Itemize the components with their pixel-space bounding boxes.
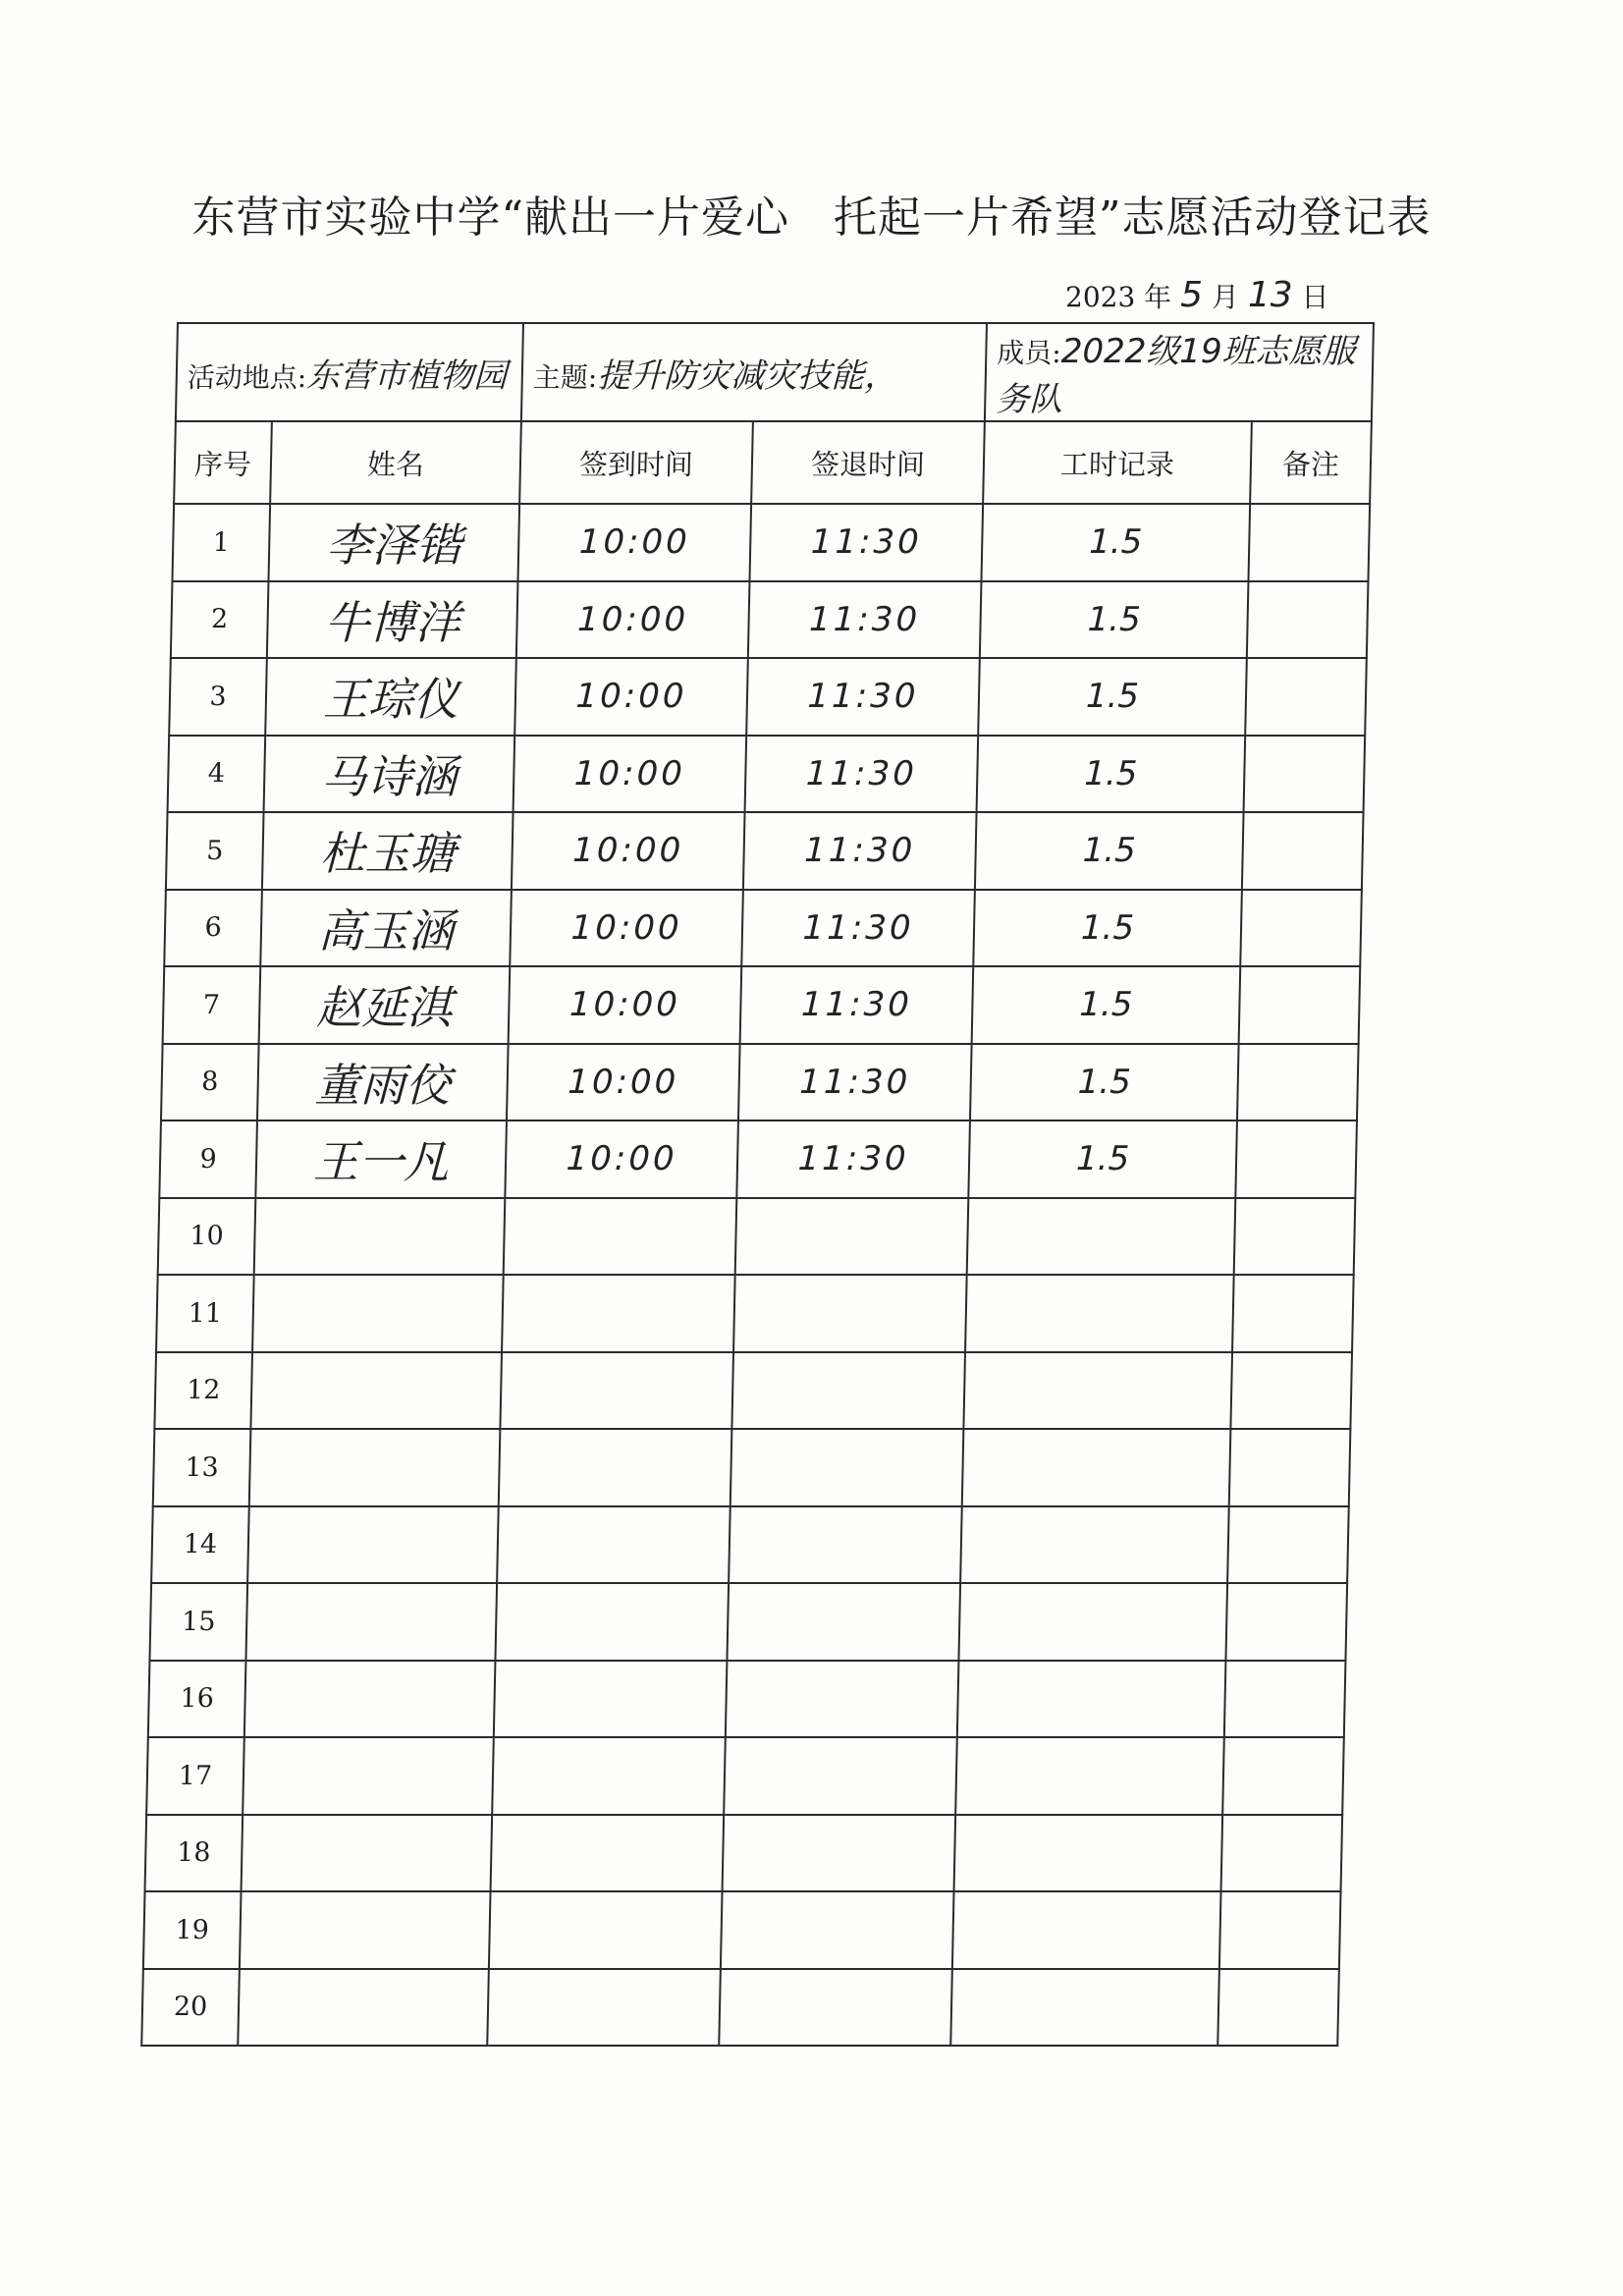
cell-name: 李泽锴	[268, 504, 519, 581]
cell-remarks	[1240, 890, 1362, 967]
cell-index: 17	[146, 1737, 244, 1815]
cell-index: 2	[171, 581, 269, 659]
cell-hours: 1.5	[970, 1044, 1239, 1121]
cell-name	[238, 1969, 489, 2047]
cell-name: 牛博洋	[267, 581, 518, 659]
cell-name	[240, 1891, 491, 1969]
registration-table	[140, 322, 1375, 2047]
cell-index: 20	[141, 1969, 240, 2047]
table-row	[171, 581, 1369, 659]
date-day-unit: 日	[1301, 281, 1329, 313]
location-value: 东营市植物园	[305, 355, 508, 396]
cell-name	[245, 1583, 497, 1661]
cell-index: 1	[172, 504, 270, 581]
cell-hours	[955, 1737, 1224, 1815]
cell-index: 11	[156, 1275, 254, 1352]
cell-sign-in	[499, 1429, 732, 1506]
table-row	[151, 1506, 1349, 1584]
table-row	[154, 1352, 1352, 1430]
table-row	[166, 812, 1364, 890]
cell-sign-out	[719, 1969, 952, 2047]
cell-sign-out: 11:30	[740, 966, 974, 1044]
cell-index: 8	[161, 1044, 259, 1121]
cell-index: 6	[164, 890, 262, 967]
cell-remarks	[1230, 1352, 1352, 1430]
cell-hours	[967, 1198, 1236, 1276]
cell-sign-out: 11:30	[736, 1121, 970, 1198]
theme-label: 主题:	[532, 360, 598, 394]
table-row	[172, 504, 1370, 581]
cell-sign-out: 11:30	[746, 658, 980, 736]
header-hours: 工时记录	[983, 421, 1252, 504]
cell-index: 10	[158, 1198, 256, 1276]
cell-hours: 1.5	[980, 581, 1249, 659]
cell-sign-in: 10:00	[516, 581, 750, 659]
cell-hours: 1.5	[981, 504, 1250, 581]
member-cell	[985, 323, 1374, 421]
cell-sign-out	[724, 1737, 957, 1815]
cell-hours	[960, 1506, 1229, 1584]
cell-remarks	[1234, 1198, 1356, 1276]
cell-name	[252, 1275, 504, 1352]
cell-index: 3	[169, 658, 267, 736]
date-year-unit: 年	[1144, 281, 1172, 313]
header-sign-out: 签退时间	[751, 421, 985, 504]
cell-hours: 1.5	[977, 736, 1246, 813]
cell-remarks	[1227, 1506, 1349, 1584]
cell-sign-out	[723, 1815, 956, 1892]
cell-hours	[957, 1661, 1226, 1738]
cell-remarks	[1232, 1275, 1354, 1352]
header-name: 姓名	[270, 421, 521, 504]
cell-name: 赵延淇	[259, 966, 511, 1044]
cell-remarks	[1239, 966, 1361, 1044]
cell-sign-in	[497, 1506, 730, 1584]
form-date	[1065, 275, 1329, 315]
cell-index: 16	[148, 1661, 246, 1738]
cell-sign-in	[487, 1969, 721, 2047]
cell-hours	[954, 1815, 1223, 1892]
cell-hours	[950, 1969, 1219, 2047]
cell-sign-in: 10:00	[505, 1121, 738, 1198]
cell-index: 18	[145, 1815, 243, 1892]
location-label: 活动地点:	[187, 360, 307, 394]
cell-name	[249, 1429, 501, 1506]
cell-hours: 1.5	[973, 890, 1242, 967]
cell-sign-out: 11:30	[738, 1044, 972, 1121]
table-row	[145, 1815, 1343, 1892]
cell-sign-in	[502, 1275, 735, 1352]
cell-hours: 1.5	[978, 658, 1247, 736]
cell-sign-in	[489, 1891, 723, 1969]
cell-index: 19	[143, 1891, 242, 1969]
cell-remarks	[1225, 1583, 1347, 1661]
cell-sign-in: 10:00	[509, 966, 742, 1044]
date-day: 13	[1247, 275, 1293, 315]
cell-name	[247, 1506, 499, 1584]
cell-sign-out	[731, 1352, 965, 1430]
registration-sheet	[140, 322, 1373, 2047]
cell-name: 马诗涵	[264, 736, 515, 813]
cell-name	[244, 1661, 496, 1738]
cell-sign-out: 11:30	[745, 736, 979, 813]
cell-sign-out	[729, 1506, 962, 1584]
table-row	[149, 1583, 1347, 1661]
table-row	[156, 1275, 1354, 1352]
cell-sign-out	[721, 1891, 954, 1969]
cell-remarks	[1224, 1661, 1346, 1738]
cell-remarks	[1245, 658, 1367, 736]
cell-sign-out	[735, 1198, 969, 1276]
table-row	[153, 1429, 1351, 1506]
cell-index: 5	[166, 812, 264, 890]
cell-sign-in: 10:00	[510, 890, 743, 967]
cell-sign-in	[492, 1737, 726, 1815]
cell-sign-in	[495, 1583, 729, 1661]
cell-name	[250, 1352, 502, 1430]
cell-sign-out: 11:30	[748, 581, 982, 659]
header-remarks: 备注	[1250, 421, 1372, 504]
table-row	[164, 890, 1362, 967]
cell-hours	[965, 1275, 1234, 1352]
cell-index: 15	[149, 1583, 247, 1661]
cell-sign-in: 10:00	[514, 736, 747, 813]
header-sign-in: 签到时间	[519, 421, 753, 504]
form-title: 东营市实验中学“献出一片爱心 托起一片希望”志愿活动登记表	[191, 192, 1432, 243]
cell-index: 9	[159, 1121, 257, 1198]
cell-sign-in	[500, 1352, 733, 1430]
cell-sign-out: 11:30	[749, 504, 983, 581]
cell-sign-out: 11:30	[743, 812, 977, 890]
cell-remarks	[1247, 581, 1369, 659]
cell-hours	[952, 1891, 1221, 1969]
table-row	[146, 1737, 1344, 1815]
cell-hours	[962, 1429, 1231, 1506]
cell-sign-out	[733, 1275, 967, 1352]
cell-sign-in: 10:00	[507, 1044, 740, 1121]
cell-hours: 1.5	[972, 966, 1241, 1044]
cell-remarks	[1217, 1969, 1339, 2047]
cell-name	[254, 1198, 506, 1276]
cell-sign-in: 10:00	[512, 812, 745, 890]
table-row	[148, 1661, 1346, 1738]
cell-index: 12	[154, 1352, 252, 1430]
cell-name	[242, 1815, 493, 1892]
table-row	[168, 736, 1366, 813]
theme-value: 提升防灾减灾技能，	[596, 355, 898, 396]
cell-name: 董雨佼	[257, 1044, 509, 1121]
member-label: 成员:	[996, 337, 1062, 369]
cell-hours: 1.5	[968, 1121, 1237, 1198]
table-row	[163, 966, 1361, 1044]
cell-remarks	[1244, 736, 1366, 813]
table-row	[161, 1044, 1359, 1121]
cell-remarks	[1237, 1044, 1359, 1121]
table-row	[159, 1121, 1357, 1198]
cell-sign-in: 10:00	[514, 658, 748, 736]
cell-sign-in	[491, 1815, 725, 1892]
member-value: 2022级19班志愿服务队	[995, 332, 1357, 419]
cell-sign-in	[504, 1198, 737, 1276]
cell-sign-out	[727, 1583, 960, 1661]
date-month-unit: 月	[1211, 281, 1239, 313]
cell-name: 杜玉瑭	[262, 812, 514, 890]
date-month: 5	[1180, 275, 1203, 315]
info-row	[176, 323, 1374, 421]
table-row	[141, 1969, 1339, 2047]
table-row	[158, 1198, 1356, 1276]
cell-remarks	[1235, 1121, 1357, 1198]
cell-index: 4	[168, 736, 266, 813]
theme-cell	[521, 323, 987, 421]
cell-name: 王一凡	[255, 1121, 507, 1198]
cell-name	[243, 1737, 494, 1815]
cell-remarks	[1229, 1429, 1351, 1506]
cell-hours: 1.5	[975, 812, 1244, 890]
cell-index: 14	[151, 1506, 249, 1584]
cell-name: 高玉涵	[260, 890, 512, 967]
cell-index: 13	[153, 1429, 251, 1506]
cell-remarks	[1219, 1891, 1341, 1969]
table-row	[169, 658, 1367, 736]
cell-remarks	[1222, 1737, 1344, 1815]
cell-hours	[958, 1583, 1227, 1661]
cell-sign-out	[730, 1429, 964, 1506]
cell-sign-out: 11:30	[741, 890, 975, 967]
cell-remarks	[1221, 1815, 1343, 1892]
table-row	[143, 1891, 1341, 1969]
cell-sign-in: 10:00	[517, 504, 751, 581]
location-cell	[176, 323, 523, 421]
cell-hours	[963, 1352, 1232, 1430]
date-year: 2023	[1065, 281, 1136, 313]
cell-remarks	[1242, 812, 1364, 890]
header-index: 序号	[174, 421, 272, 504]
cell-sign-out	[726, 1661, 959, 1738]
cell-remarks	[1248, 504, 1370, 581]
cell-name: 王琮仪	[265, 658, 516, 736]
cell-sign-in	[494, 1661, 728, 1738]
header-row	[174, 421, 1372, 504]
cell-index: 7	[163, 966, 261, 1044]
